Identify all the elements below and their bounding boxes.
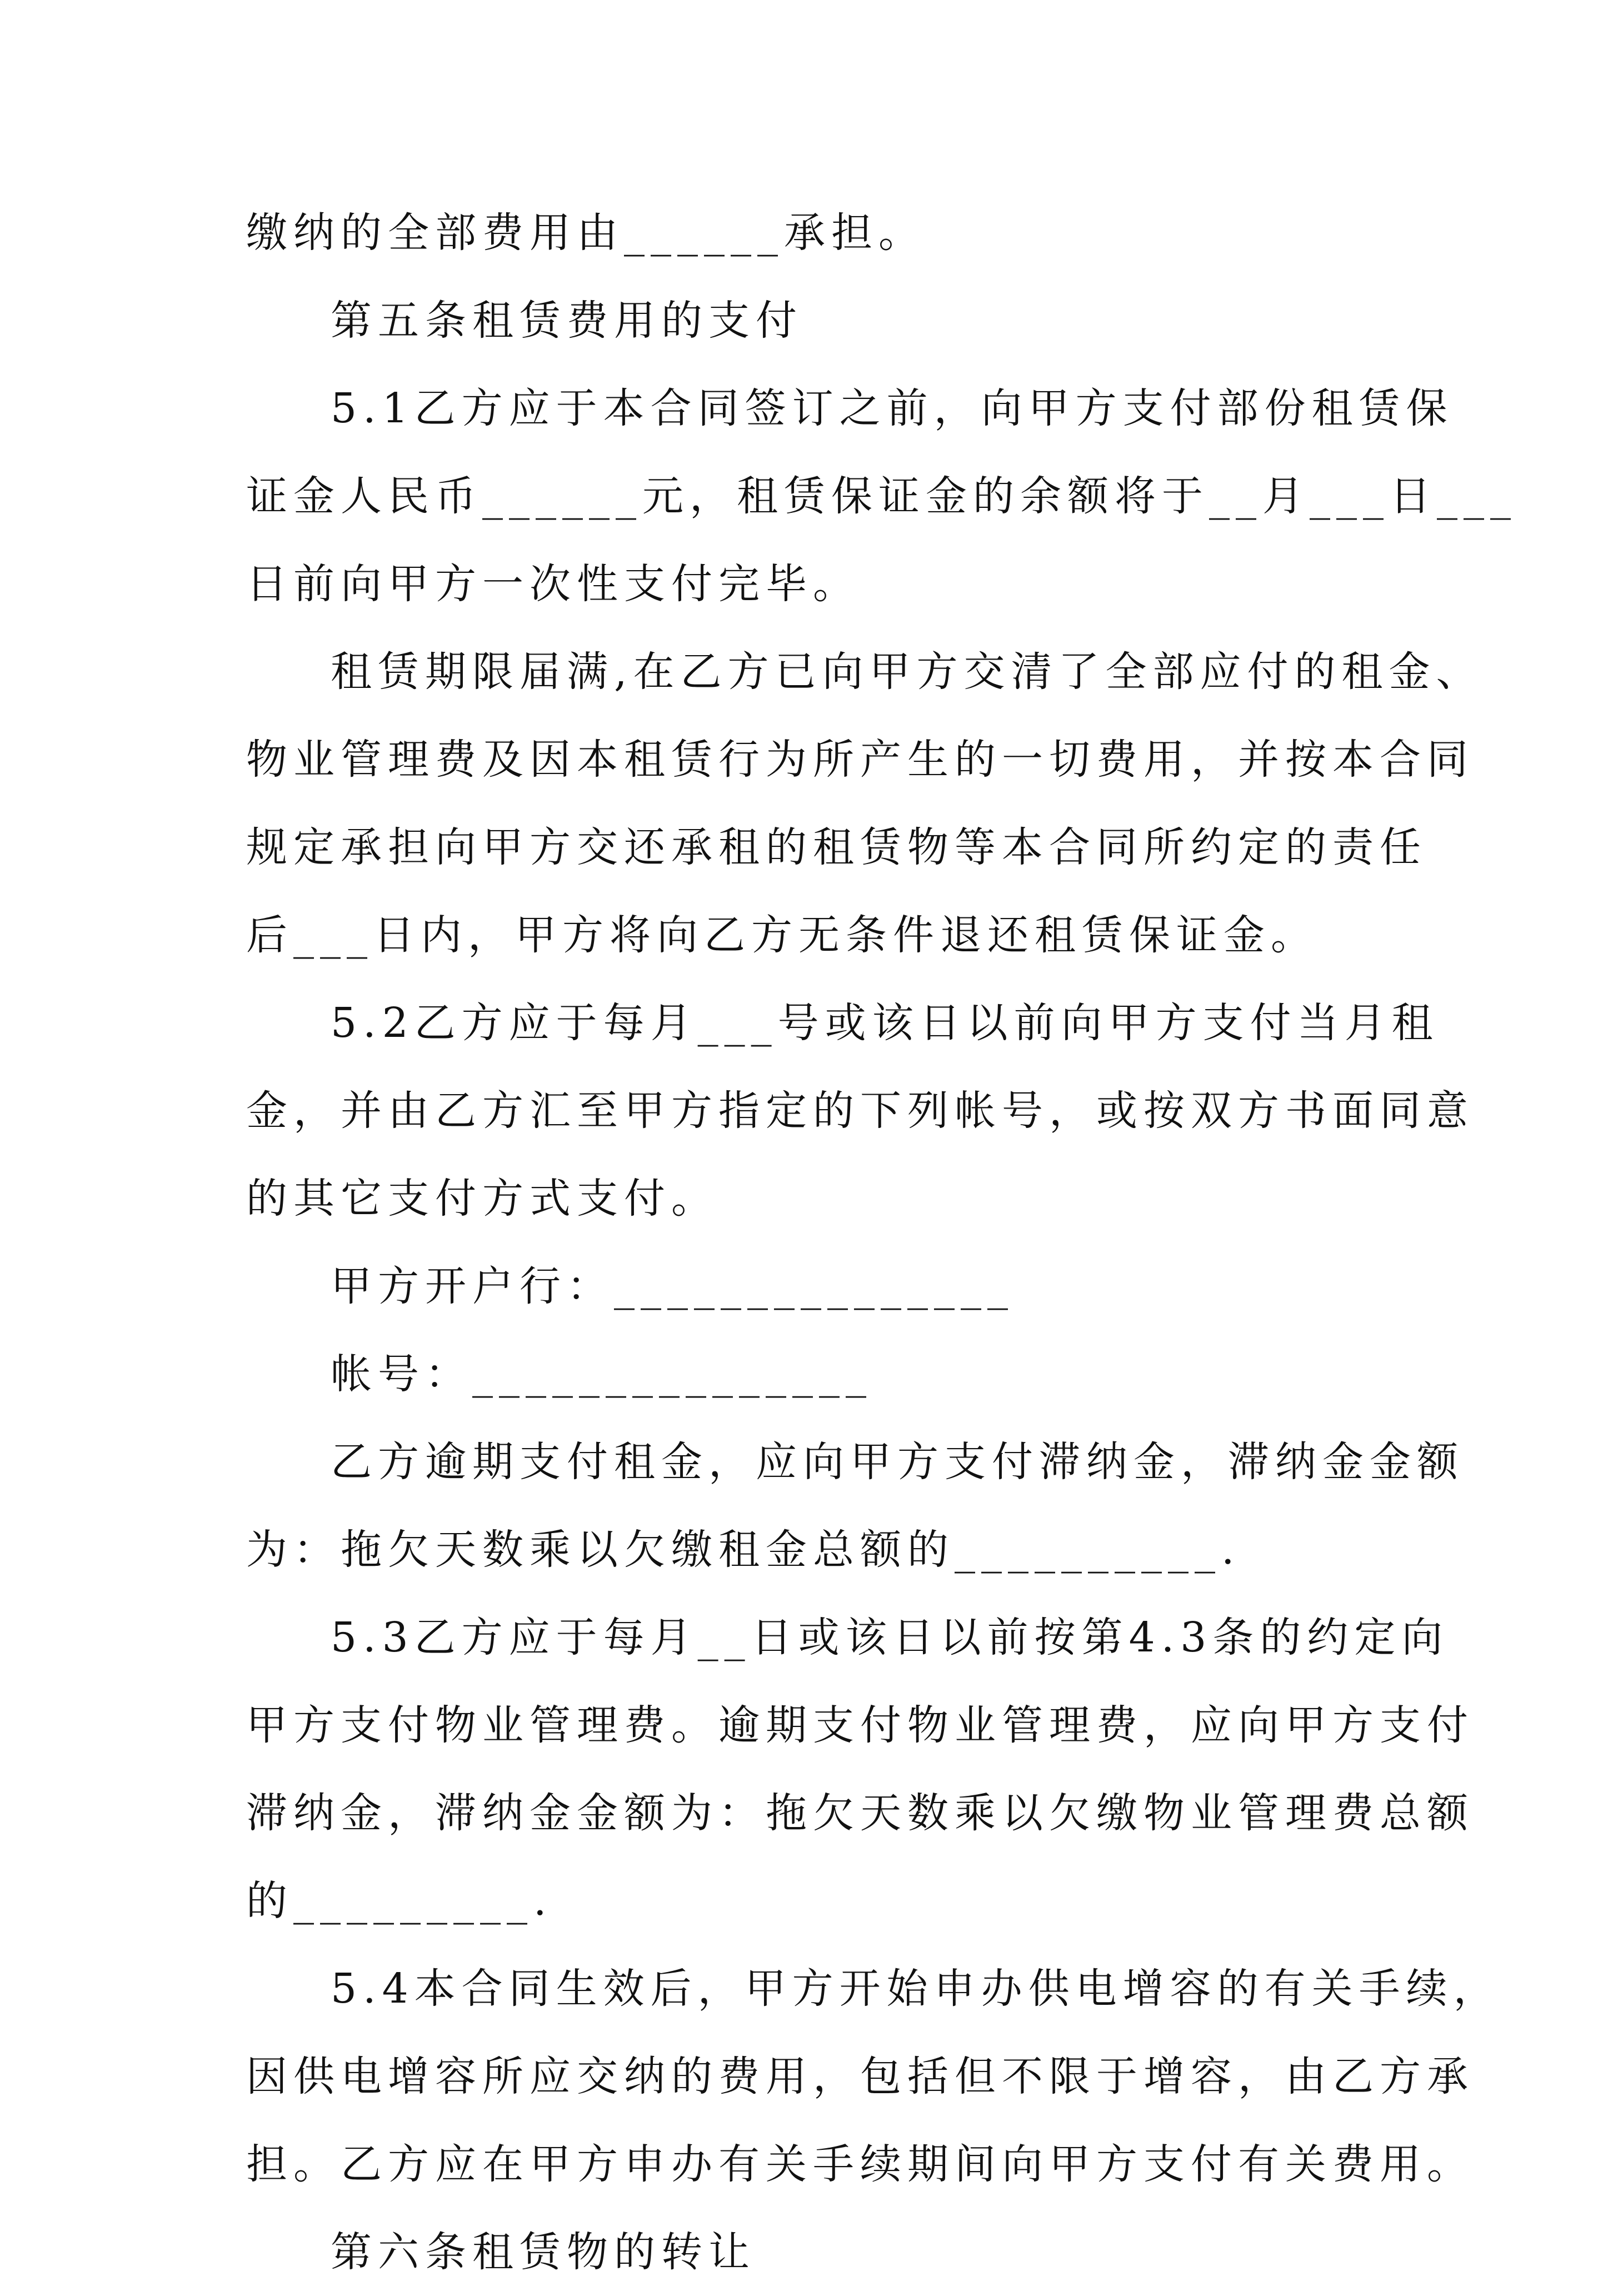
text-line: 5.1乙方应于本合同签订之前，向甲方支付部份租赁保 — [331, 385, 1454, 432]
section-heading-article-6: 第六条租赁物的转让 — [331, 2228, 756, 2276]
text-line: 后___日内，甲方将向乙方无条件退还租赁保证金。 — [246, 911, 1318, 959]
text-line: 金，并由乙方汇至甲方指定的下列帐号，或按双方书面同意 — [246, 1087, 1474, 1135]
text-line: 的其它支付方式支付。 — [246, 1175, 718, 1222]
text-line: 物业管理费及因本租赁行为所产生的一切费用，并按本合同 — [246, 736, 1474, 783]
text-line: 滞纳金，滞纳金金额为：拖欠天数乘以欠缴物业管理费总额 — [246, 1789, 1474, 1837]
text-line: 为：拖欠天数乘以欠缴租金总额的__________. — [246, 1526, 1241, 1574]
text-line: 证金人民币______元，租赁保证金的余额将于__月___日___ — [246, 472, 1517, 520]
text-line: 5.3乙方应于每月__日或该日以前按第4.3条的约定向 — [331, 1614, 1449, 1661]
text-line: 规定承担向甲方交还承租的租赁物等本合同所约定的责任 — [246, 823, 1427, 871]
bank-field-line: 甲方开户行：_______________ — [331, 1262, 1014, 1310]
text-line: 日前向甲方一次性支付完毕。 — [246, 560, 860, 608]
contract-text-body — [246, 189, 1517, 2296]
text-line: 租赁期限届满,在乙方已向甲方交清了全部应付的租金、 — [331, 648, 1484, 696]
text-line: 甲方支付物业管理费。逾期支付物业管理费，应向甲方支付 — [246, 1701, 1474, 1749]
text-line: 因供电增容所应交纳的费用，包括但不限于增容，由乙方承 — [246, 2053, 1474, 2100]
text-line: 缴纳的全部费用由______承担。 — [246, 209, 926, 257]
text-line: 5.4本合同生效后，甲方开始申办供电增容的有关手续， — [331, 1965, 1501, 2013]
text-line: 担。乙方应在甲方申办有关手续期间向甲方支付有关费用。 — [246, 2140, 1474, 2188]
text-line: 乙方逾期支付租金，应向甲方支付滞纳金，滞纳金金额 — [331, 1438, 1464, 1486]
text-line: 的_________. — [246, 1877, 553, 1925]
text-line: 5.2乙方应于每月___号或该日以前向甲方支付当月租 — [331, 999, 1439, 1047]
account-field-line: 帐号：_______________ — [331, 1350, 872, 1398]
section-heading-article-5: 第五条租赁费用的支付 — [331, 297, 803, 345]
